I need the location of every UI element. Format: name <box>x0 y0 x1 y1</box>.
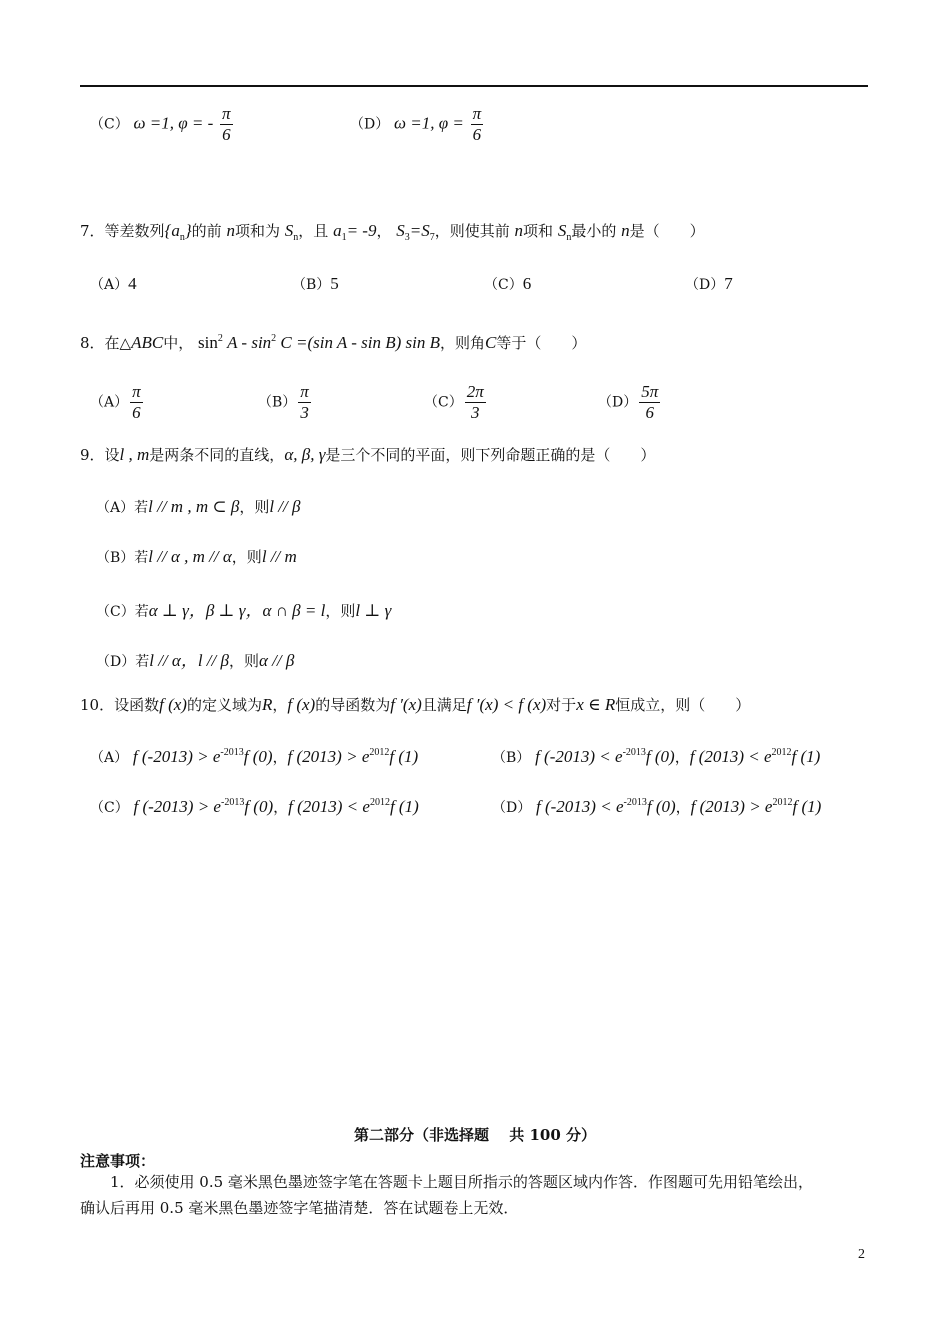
fraction: $\frac{\pi}{6}$ <box>132 382 141 422</box>
q8-option-a: （A） $\frac{\pi}{6}$ <box>90 382 141 422</box>
option-label: （D） <box>350 116 390 133</box>
notice-line-2: 确认后再用 0.5 毫米黑色墨迹签字笔描清楚．答在试题卷上无效． <box>80 1199 519 1217</box>
q9-stem: 9．设l , m是两条不同的直线，α, β, γ是三个不同的平面，则下列命题正确的是（ ） <box>80 445 656 464</box>
q9-option-d: （D）若l // α，l // β，则α // β <box>96 651 295 670</box>
option-expr: ω =1, φ = - <box>133 113 214 133</box>
q10-stem: 10．设函数f (x)的定义域为R，f (x)的导函数为f ′(x)且满足f ′(x) < f (x)对于x ∈ R恒成立，则（ ） <box>80 695 751 714</box>
q7-option-a: （A）4 <box>90 274 137 293</box>
q9-option-b: （B）若l // α , m // α，则l // m <box>96 547 297 566</box>
q7-stem: 7．等差数列$\{a_n\}$的前 n项和为 $S_n$，且 $a_1= -9$， $S_3=S_7$，则使其前 n项和 $S_n$最小的 n是（ ） <box>80 221 705 243</box>
q10-option-d: （D） f $(-2013) < e^{-2013}f$ (0)，f $(2013) > e^{2012}f$ (1) <box>492 797 822 816</box>
q10-option-b: （B） f $(-2013) < e^{-2013}f$ (0)，f $(2013) < e^{2012}f$ (1) <box>492 747 821 766</box>
q8-option-b: （B） $\frac{\pi}{3}$ <box>258 382 309 422</box>
q8-equation: $\sin^2 A - \sin^2 C =(\sin$ A - sin B) sin B <box>198 333 441 352</box>
q7-option-d: （D）7 <box>685 274 733 293</box>
q10-option-a: （A） f $(-2013) > e^{-2013}f$ (0)，f $(2013) > e^{2012}f$ (1) <box>90 747 419 766</box>
q6-option-c <box>90 104 235 145</box>
fraction: $\frac{\pi}{3}$ <box>300 382 309 422</box>
page-number: 2 <box>858 1247 865 1262</box>
fraction: $\frac{\pi}{6}$ <box>472 104 482 144</box>
q8-stem: 8．在△ABC中， $\sin^2 A - \sin^2 C =(\sin$ A - sin B) sin B，则角C等于（ ） <box>80 333 587 352</box>
option-label: （C） <box>90 116 129 133</box>
q8-option-c: （C） $\frac{2\pi}{3}$ <box>424 382 484 422</box>
header-rule <box>80 85 868 87</box>
seq: $\{a_n\}$ <box>164 221 192 243</box>
q7-option-b: （B）5 <box>292 274 339 293</box>
part2-title: 第二部分（非选择题 共 100 分） <box>354 1126 596 1144</box>
q6-option-d <box>350 104 485 145</box>
q8-option-d: （D） $\frac{5\pi}{6}$ <box>598 382 659 422</box>
fraction: $\frac{\pi}{6}$ <box>222 104 231 144</box>
q9-option-a: （A）若l // m , m ⊂ β，则l // β <box>96 497 301 516</box>
notice-line-1: 1．必须使用 0.5 毫米黑色墨迹签字笔在答题卡上题目所指示的答题区域内作答．作图题可先用铅笔绘出， <box>80 1173 813 1191</box>
fraction: $\frac{5\pi}{6}$ <box>641 382 659 422</box>
q7-option-c: （C）6 <box>484 274 532 293</box>
q9-option-c: （C）若α ⊥ γ，β ⊥ γ，α ∩ β = l，则l ⊥ γ <box>96 601 392 620</box>
fraction: $\frac{2\pi}{3}$ <box>466 382 484 422</box>
option-expr: ω =1, φ = <box>394 113 464 133</box>
notice-heading: 注意事项： <box>80 1152 156 1170</box>
q10-option-c: （C） f $(-2013) > e^{-2013}f$ (0)，f $(2013) < e^{2012}f$ (1) <box>90 797 419 816</box>
